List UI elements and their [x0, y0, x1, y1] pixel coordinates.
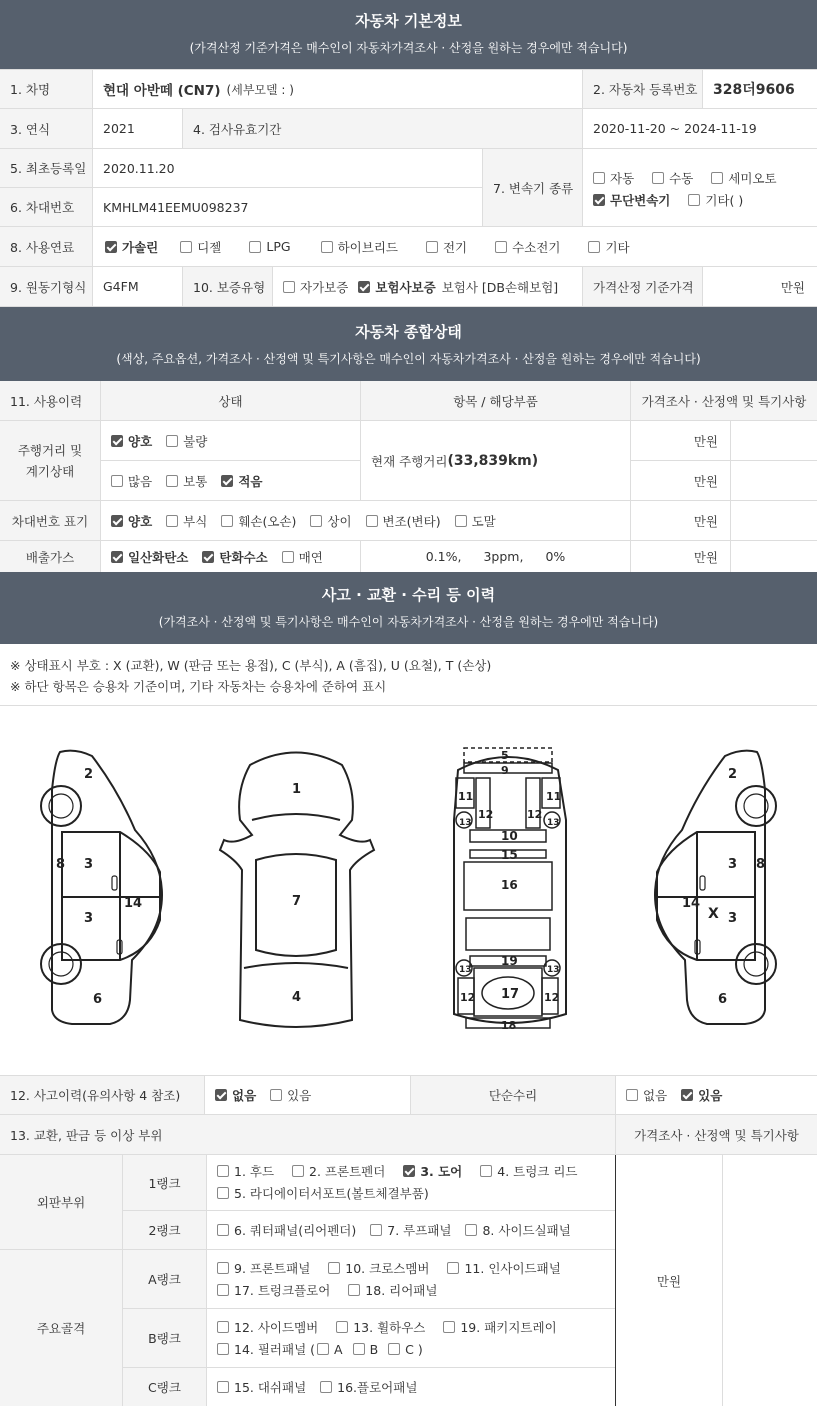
part-option[interactable]: 15. 대쉬패널	[217, 1378, 306, 1396]
svg-text:11: 11	[546, 790, 562, 803]
engine-label: 9. 원동기형식	[0, 267, 92, 306]
trans-option[interactable]: 자동	[593, 169, 634, 187]
checkbox[interactable]	[283, 281, 295, 293]
section-header-accident-history	[0, 572, 817, 644]
main-frame-label: 주요골격	[0, 1250, 122, 1406]
svg-text:6: 6	[718, 992, 728, 1007]
part-option[interactable]: 6. 쿼터패널(리어펜더)	[217, 1221, 356, 1239]
checkbox[interactable]	[480, 1165, 492, 1177]
section-subtitle: (가격조사 · 산정액 및 특기사항은 매수인이 자동차가격조사 · 산정을 원하는 경우에만 적습니다)	[158, 615, 659, 629]
part-option[interactable]: 16.플로어패널	[320, 1378, 417, 1396]
car-name-value: 현대 아반떼 (CN7)	[103, 83, 221, 99]
checkbox[interactable]	[111, 475, 123, 487]
checkbox[interactable]	[282, 551, 294, 563]
car-damage-diagram	[0, 706, 817, 1074]
fuel-option[interactable]: 수소전기	[495, 238, 560, 256]
svg-text:12: 12	[460, 991, 476, 1004]
svg-text:12: 12	[478, 808, 494, 821]
rank-b-options	[206, 1309, 615, 1368]
checkbox[interactable]	[336, 1321, 348, 1333]
checkbox[interactable]	[588, 241, 600, 253]
price-unit: 만원	[630, 541, 730, 572]
checkbox[interactable]	[180, 241, 192, 253]
checkbox[interactable]	[270, 1089, 282, 1101]
year-value: 2021	[92, 109, 182, 148]
status-table-header	[0, 381, 817, 421]
vin-mark-option[interactable]: 부식	[166, 512, 207, 530]
svg-text:12: 12	[527, 808, 543, 821]
checkbox[interactable]	[217, 1343, 229, 1355]
mileage-option[interactable]: 많음	[111, 472, 152, 490]
svg-text:16: 16	[501, 878, 518, 892]
rank-a-label: A랭크	[122, 1250, 206, 1309]
svg-text:17: 17	[501, 987, 520, 1002]
checkbox[interactable]	[320, 1381, 332, 1393]
part-option[interactable]: 3. 도어	[403, 1162, 462, 1180]
exterior-label: 외판부위	[0, 1155, 122, 1250]
emission-option[interactable]: 매연	[282, 548, 323, 566]
checkbox[interactable]	[217, 1321, 229, 1333]
checkbox[interactable]	[455, 515, 467, 527]
rank-1-options	[206, 1155, 615, 1211]
row-engine	[0, 267, 817, 307]
simple-repair-label: 단순수리	[410, 1076, 615, 1114]
simple-repair-options	[615, 1076, 817, 1114]
col-item: 항목 / 해당부품	[360, 381, 630, 420]
checkbox[interactable]	[626, 1089, 638, 1101]
emission-label: 배출가스	[0, 541, 100, 572]
accident-options	[204, 1076, 410, 1114]
rank-a-options	[206, 1250, 615, 1309]
accident-option[interactable]: 없음	[215, 1086, 256, 1104]
reg-number-label: 2. 자동차 등록번호	[582, 70, 702, 108]
inspection-label: 4. 검사유효기간	[182, 109, 582, 148]
part-option[interactable]: 8. 사이드실패널	[465, 1221, 570, 1239]
checkbox[interactable]	[217, 1284, 229, 1296]
transmission-options	[582, 149, 817, 226]
fuel-options	[92, 227, 817, 266]
checkbox[interactable]	[105, 241, 117, 253]
checkbox[interactable]	[388, 1343, 400, 1355]
checkbox[interactable]	[215, 1089, 227, 1101]
checkbox[interactable]	[310, 515, 322, 527]
emission-values: 0.1%, 3ppm, 0%	[360, 541, 630, 572]
parts-header	[0, 1115, 817, 1155]
col-history: 11. 사용이력	[10, 393, 83, 409]
emission-options	[100, 541, 360, 572]
section-title: 사고 · 교환 · 수리 등 이력	[321, 586, 496, 604]
parts-price-note[interactable]	[722, 1155, 817, 1406]
inspection-value: 2020-11-20 ~ 2024-11-19	[582, 109, 817, 148]
part-option[interactable]: 7. 루프패널	[370, 1221, 451, 1239]
pillar-option[interactable]: B	[353, 1342, 379, 1357]
checkbox[interactable]	[593, 194, 605, 206]
checkbox[interactable]	[495, 241, 507, 253]
checkbox[interactable]	[217, 1224, 229, 1236]
svg-text:2: 2	[84, 767, 94, 782]
rank-b-label: B랭크	[122, 1309, 206, 1368]
mileage-label: 주행거리 및 계기상태	[0, 421, 100, 500]
mileage-options	[100, 461, 360, 500]
svg-text:3: 3	[728, 911, 738, 926]
transmission-label: 7. 변속기 종류	[482, 149, 582, 226]
trans-option[interactable]: 세미오토	[711, 169, 776, 187]
part-option[interactable]: 4. 트렁크 리드	[480, 1162, 577, 1180]
car-name-cell	[92, 70, 582, 108]
part-option[interactable]: 11. 인사이드패널	[447, 1259, 560, 1277]
checkbox[interactable]	[328, 1262, 340, 1274]
vin-value: KMHLM41EEMU098237	[92, 188, 482, 226]
checkbox[interactable]	[426, 241, 438, 253]
svg-text:1: 1	[292, 782, 302, 797]
checkbox[interactable]	[681, 1089, 693, 1101]
part-option[interactable]: 18. 리어패널	[348, 1281, 437, 1299]
checkbox[interactable]	[370, 1224, 382, 1236]
section-header-basic-info	[0, 0, 817, 69]
trans-option[interactable]: 기타( )	[688, 191, 743, 209]
fuel-option[interactable]: 전기	[426, 238, 467, 256]
fuel-option[interactable]: LPG	[249, 239, 290, 254]
fuel-option[interactable]: 기타	[588, 238, 629, 256]
checkbox[interactable]	[111, 515, 123, 527]
row-first-reg	[0, 149, 817, 227]
row-mileage	[0, 421, 817, 501]
checkbox[interactable]	[217, 1262, 229, 1274]
rank-c-options	[206, 1368, 615, 1406]
price-unit: 만원	[630, 421, 730, 461]
vin-mark-option[interactable]: 양호	[111, 512, 152, 530]
svg-text:7: 7	[292, 894, 302, 909]
parts-label: 13. 교환, 판금 등 이상 부위	[0, 1115, 615, 1154]
simple-repair-option[interactable]: 있음	[681, 1086, 722, 1104]
svg-text:4: 4	[292, 990, 302, 1005]
checkbox[interactable]	[403, 1165, 415, 1177]
row-vin-mark	[0, 501, 817, 541]
insurer: 보험사 [DB손해보험]	[441, 279, 559, 295]
vin-mark-label: 차대번호 표기	[0, 501, 100, 540]
pillar-option[interactable]: C )	[388, 1342, 423, 1357]
mileage-option[interactable]: 보통	[166, 472, 207, 490]
fuel-option[interactable]: 하이브리드	[321, 238, 398, 256]
row-year	[0, 109, 817, 149]
checkbox[interactable]	[447, 1262, 459, 1274]
price-unit: 만원	[630, 501, 730, 540]
section-subtitle: (색상, 주요옵션, 가격조사 · 산정액 및 특기사항은 매수인이 자동차가격조사 · 산정을 원하는 경우에만 적습니다)	[116, 352, 701, 366]
warranty-label: 10. 보증유형	[182, 267, 272, 306]
col-price: 가격조사 · 산정액 및 특기사항	[630, 381, 817, 420]
price-basis-unit: 만원	[702, 267, 817, 306]
part-option[interactable]: 12. 사이드멤버	[217, 1318, 318, 1336]
svg-text:14: 14	[682, 896, 701, 911]
svg-text:10: 10	[501, 829, 518, 843]
price-unit: 만원	[630, 461, 730, 500]
engine-value: G4FM	[92, 267, 182, 306]
svg-text:13: 13	[459, 965, 472, 975]
warranty-options	[272, 267, 582, 306]
checkbox[interactable]	[366, 515, 378, 527]
vin-mark-option[interactable]: 상이	[310, 512, 351, 530]
trans-option[interactable]: 수동	[652, 169, 693, 187]
checkbox[interactable]	[321, 241, 333, 253]
sub-model: (세부모델 : )	[226, 82, 294, 97]
vin-mark-option[interactable]: 변조(변타)	[366, 512, 441, 530]
svg-text:3: 3	[728, 857, 738, 872]
warranty-option[interactable]: 보험사보증	[358, 278, 435, 296]
part-option[interactable]: 9. 프론트패널	[217, 1259, 310, 1277]
row-fuel	[0, 227, 817, 267]
svg-text:5: 5	[501, 749, 509, 762]
trans-option[interactable]: 무단변속기	[593, 191, 670, 209]
svg-text:8: 8	[756, 857, 766, 872]
emission-option[interactable]: 탄화수소	[202, 548, 267, 566]
svg-text:15: 15	[501, 848, 518, 862]
part-option[interactable]: 2. 프론트펜더	[292, 1162, 385, 1180]
section-title: 자동차 종합상태	[355, 323, 462, 341]
vin-mark-option[interactable]: 도말	[455, 512, 496, 530]
part-option[interactable]: 5. 라디에이터서포트(볼트체결부품)	[217, 1184, 429, 1202]
checkbox[interactable]	[202, 551, 214, 563]
parts-price-unit: 만원	[615, 1155, 722, 1406]
vin-mark-option[interactable]: 훼손(오손)	[221, 512, 296, 530]
pillar-option[interactable]: A	[317, 1342, 343, 1357]
checkbox[interactable]	[348, 1284, 360, 1296]
fuel-option[interactable]: 가솔린	[105, 238, 158, 256]
price-note[interactable]	[730, 421, 817, 461]
gauge-option[interactable]: 불량	[166, 432, 207, 450]
checkbox[interactable]	[111, 551, 123, 563]
checkbox[interactable]	[166, 435, 178, 447]
part-option[interactable]: 13. 휠하우스	[336, 1318, 425, 1336]
rank-c-label: C랭크	[122, 1368, 206, 1406]
rank-1-label: 1랭크	[122, 1155, 206, 1211]
legend-note: ※ 상태표시 부호 : X (교환), W (판금 또는 용접), C (부식), A (흠집), U (요철), T (손상)	[10, 658, 492, 673]
svg-text:13: 13	[547, 818, 560, 828]
part-option[interactable]: 17. 트렁크플로어	[217, 1281, 330, 1299]
row-accident	[0, 1075, 817, 1115]
rank-2-label: 2랭크	[122, 1211, 206, 1250]
accident-option[interactable]: 있음	[270, 1086, 311, 1104]
checkbox[interactable]	[221, 475, 233, 487]
checkbox[interactable]	[111, 435, 123, 447]
part-option[interactable]: 10. 크로스멤버	[328, 1259, 429, 1277]
damage-mark: X	[708, 906, 719, 922]
checkbox[interactable]	[166, 475, 178, 487]
checkbox[interactable]	[358, 281, 370, 293]
gauge-options	[100, 421, 360, 461]
svg-text:8: 8	[56, 857, 66, 872]
checkbox[interactable]	[249, 241, 261, 253]
svg-text:9: 9	[501, 764, 509, 777]
svg-text:3: 3	[84, 911, 94, 926]
simple-repair-option[interactable]: 없음	[626, 1086, 667, 1104]
mileage-option[interactable]: 적음	[221, 472, 262, 490]
checkbox[interactable]	[593, 172, 605, 184]
svg-text:13: 13	[547, 965, 560, 975]
pillar-panel-label: 14. 필러패널 (	[234, 1342, 316, 1357]
svg-text:18: 18	[501, 1019, 517, 1032]
checkbox[interactable]	[688, 194, 700, 206]
checkbox[interactable]	[217, 1187, 229, 1199]
checkbox[interactable]	[292, 1165, 304, 1177]
checkbox[interactable]	[166, 515, 178, 527]
vin-label: 6. 차대번호	[0, 188, 92, 226]
parts-price-header: 가격조사 · 산정액 및 특기사항	[615, 1115, 817, 1154]
gauge-option[interactable]: 양호	[111, 432, 152, 450]
svg-text:13: 13	[459, 818, 472, 828]
svg-text:12: 12	[544, 991, 560, 1004]
row-car-name	[0, 69, 817, 109]
scope-note: ※ 하단 항목은 승용차 기준이며, 기타 자동차는 승용차에 준하여 표시	[10, 679, 387, 694]
checkbox[interactable]	[711, 172, 723, 184]
fuel-label: 8. 사용연료	[0, 227, 92, 266]
checkbox[interactable]	[217, 1381, 229, 1393]
checkbox[interactable]	[652, 172, 664, 184]
part-option[interactable]: 19. 패키지트레이	[443, 1318, 556, 1336]
price-note[interactable]	[730, 541, 817, 572]
price-note[interactable]	[730, 461, 817, 500]
car-name-label: 1. 차명	[0, 70, 92, 108]
mileage-value: (33,839km)	[447, 452, 539, 469]
rank-2-options	[206, 1211, 615, 1250]
checkbox[interactable]	[317, 1343, 329, 1355]
svg-text:2: 2	[728, 767, 738, 782]
fuel-option[interactable]: 디젤	[180, 238, 221, 256]
checkbox[interactable]	[353, 1343, 365, 1355]
svg-text:11: 11	[458, 790, 474, 803]
section-header-overall-status	[0, 307, 817, 381]
section-subtitle: (가격산정 기준가격은 매수인이 자동차가격조사 · 산정을 원하는 경우에만 적습니다)	[189, 41, 628, 55]
checkbox[interactable]	[217, 1165, 229, 1177]
warranty-option[interactable]: 자가보증	[283, 278, 348, 296]
section-title: 자동차 기본정보	[355, 12, 462, 30]
first-reg-value: 2020.11.20	[92, 149, 482, 188]
checkbox[interactable]	[465, 1224, 477, 1236]
reg-number-value: 328더9606	[702, 70, 817, 108]
part-option[interactable]: 1. 후드	[217, 1162, 274, 1180]
svg-text:3: 3	[84, 857, 94, 872]
emission-option[interactable]: 일산화탄소	[111, 548, 188, 566]
accident-label: 12. 사고이력(유의사항 4 참조)	[0, 1076, 204, 1114]
vin-mark-options	[100, 501, 630, 540]
col-status: 상태	[100, 381, 360, 420]
first-reg-label: 5. 최초등록일	[0, 149, 92, 188]
row-emission	[0, 541, 817, 572]
svg-text:6: 6	[93, 992, 103, 1007]
price-basis-label: 가격산정 기준가격	[582, 267, 702, 306]
checkbox[interactable]	[443, 1321, 455, 1333]
year-label: 3. 연식	[0, 109, 92, 148]
svg-text:19: 19	[501, 954, 518, 968]
svg-text:14: 14	[124, 896, 143, 911]
checkbox[interactable]	[221, 515, 233, 527]
mileage-reading: 현재 주행거리 (33,839km)	[360, 421, 630, 500]
price-note[interactable]	[730, 501, 817, 540]
